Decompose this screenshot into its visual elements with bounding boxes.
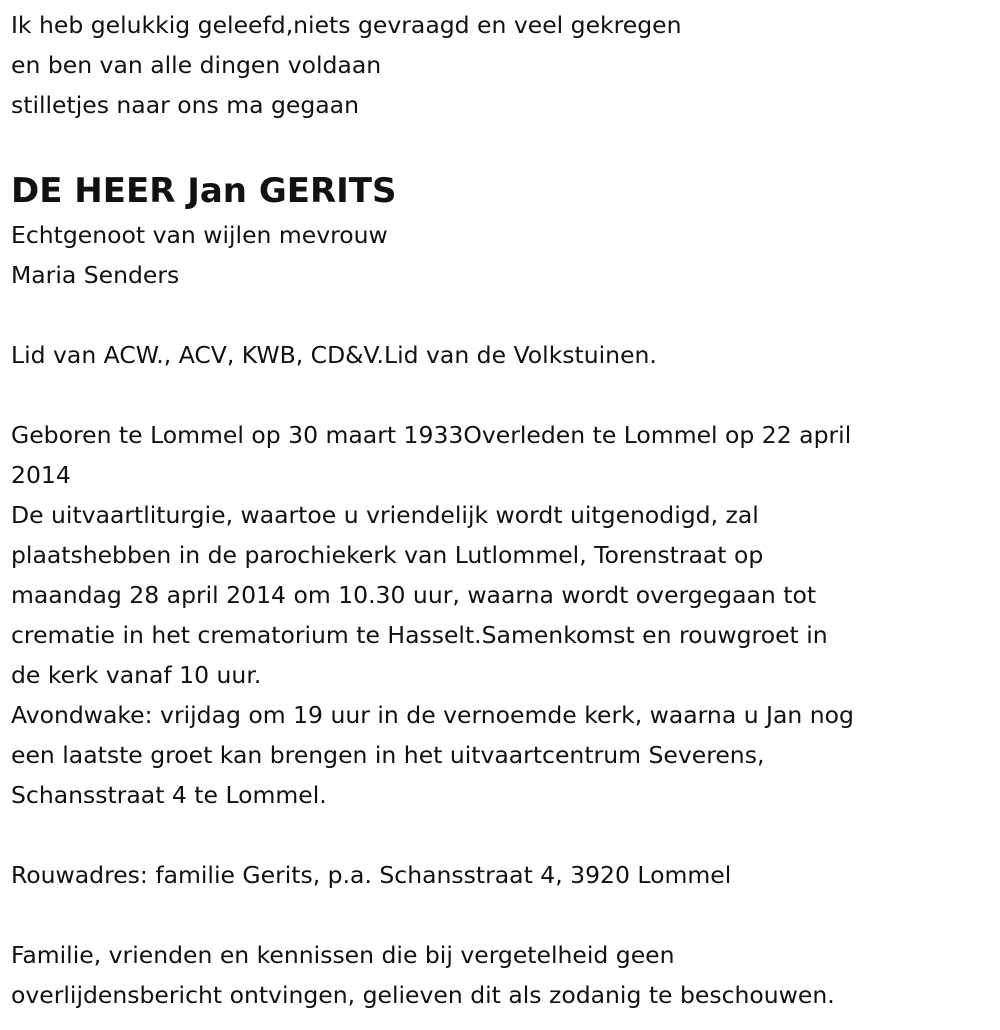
spouse-line: Echtgenoot van wijlen mevrouw [11,221,388,249]
details-line: Avondwake: vrijdag om 19 uur in de vernoemde kerk, waarna u Jan nog [11,701,854,729]
details-line: een laatste groet kan brengen in het uitvaartcentrum Severens, [11,741,765,769]
details-line: De uitvaartliturgie, waartoe u vriendelijk wordt uitgenodigd, zal [11,501,759,529]
details-line: 2014 [11,461,71,489]
details-line: Geboren te Lommel op 30 maart 1933Overleden te Lommel op 22 april [11,421,852,449]
funeral-details [11,415,1000,815]
poem-line: Ik heb gelukkig geleefd,niets gevraagd en veel gekregen [11,11,682,39]
details-line: de kerk vanaf 10 uur. [11,661,262,689]
details-line: Schansstraat 4 te Lommel. [11,781,327,809]
poem [11,5,1000,125]
closing-line: overlijdensbericht ontvingen, gelieven dit als zodanig te beschouwen. [11,981,835,1009]
closing-note [11,935,1000,1015]
poem-line: en ben van alle dingen voldaan [11,51,382,79]
spouse-line: Maria Senders [11,261,180,289]
mourning-address: Rouwadres: familie Gerits, p.a. Schansstraat 4, 3920 Lommel [11,861,732,889]
details-line: maandag 28 april 2014 om 10.30 uur, waarna wordt overgegaan tot [11,581,817,609]
memberships: Lid van ACW., ACV, KWB, CD&V.Lid van de Volkstuinen. [11,341,657,369]
details-line: crematie in het crematorium te Hasselt.Samenkomst en rouwgroet in [11,621,828,649]
details-line: plaatshebben in de parochiekerk van Lutlommel, Torenstraat op [11,541,764,569]
deceased-name: DE HEER Jan GERITS [11,171,397,211]
poem-line: stilletjes naar ons ma gegaan [11,91,359,119]
closing-line: Familie, vrienden en kennissen die bij vergetelheid geen [11,941,675,969]
spouse-info [11,215,1000,295]
